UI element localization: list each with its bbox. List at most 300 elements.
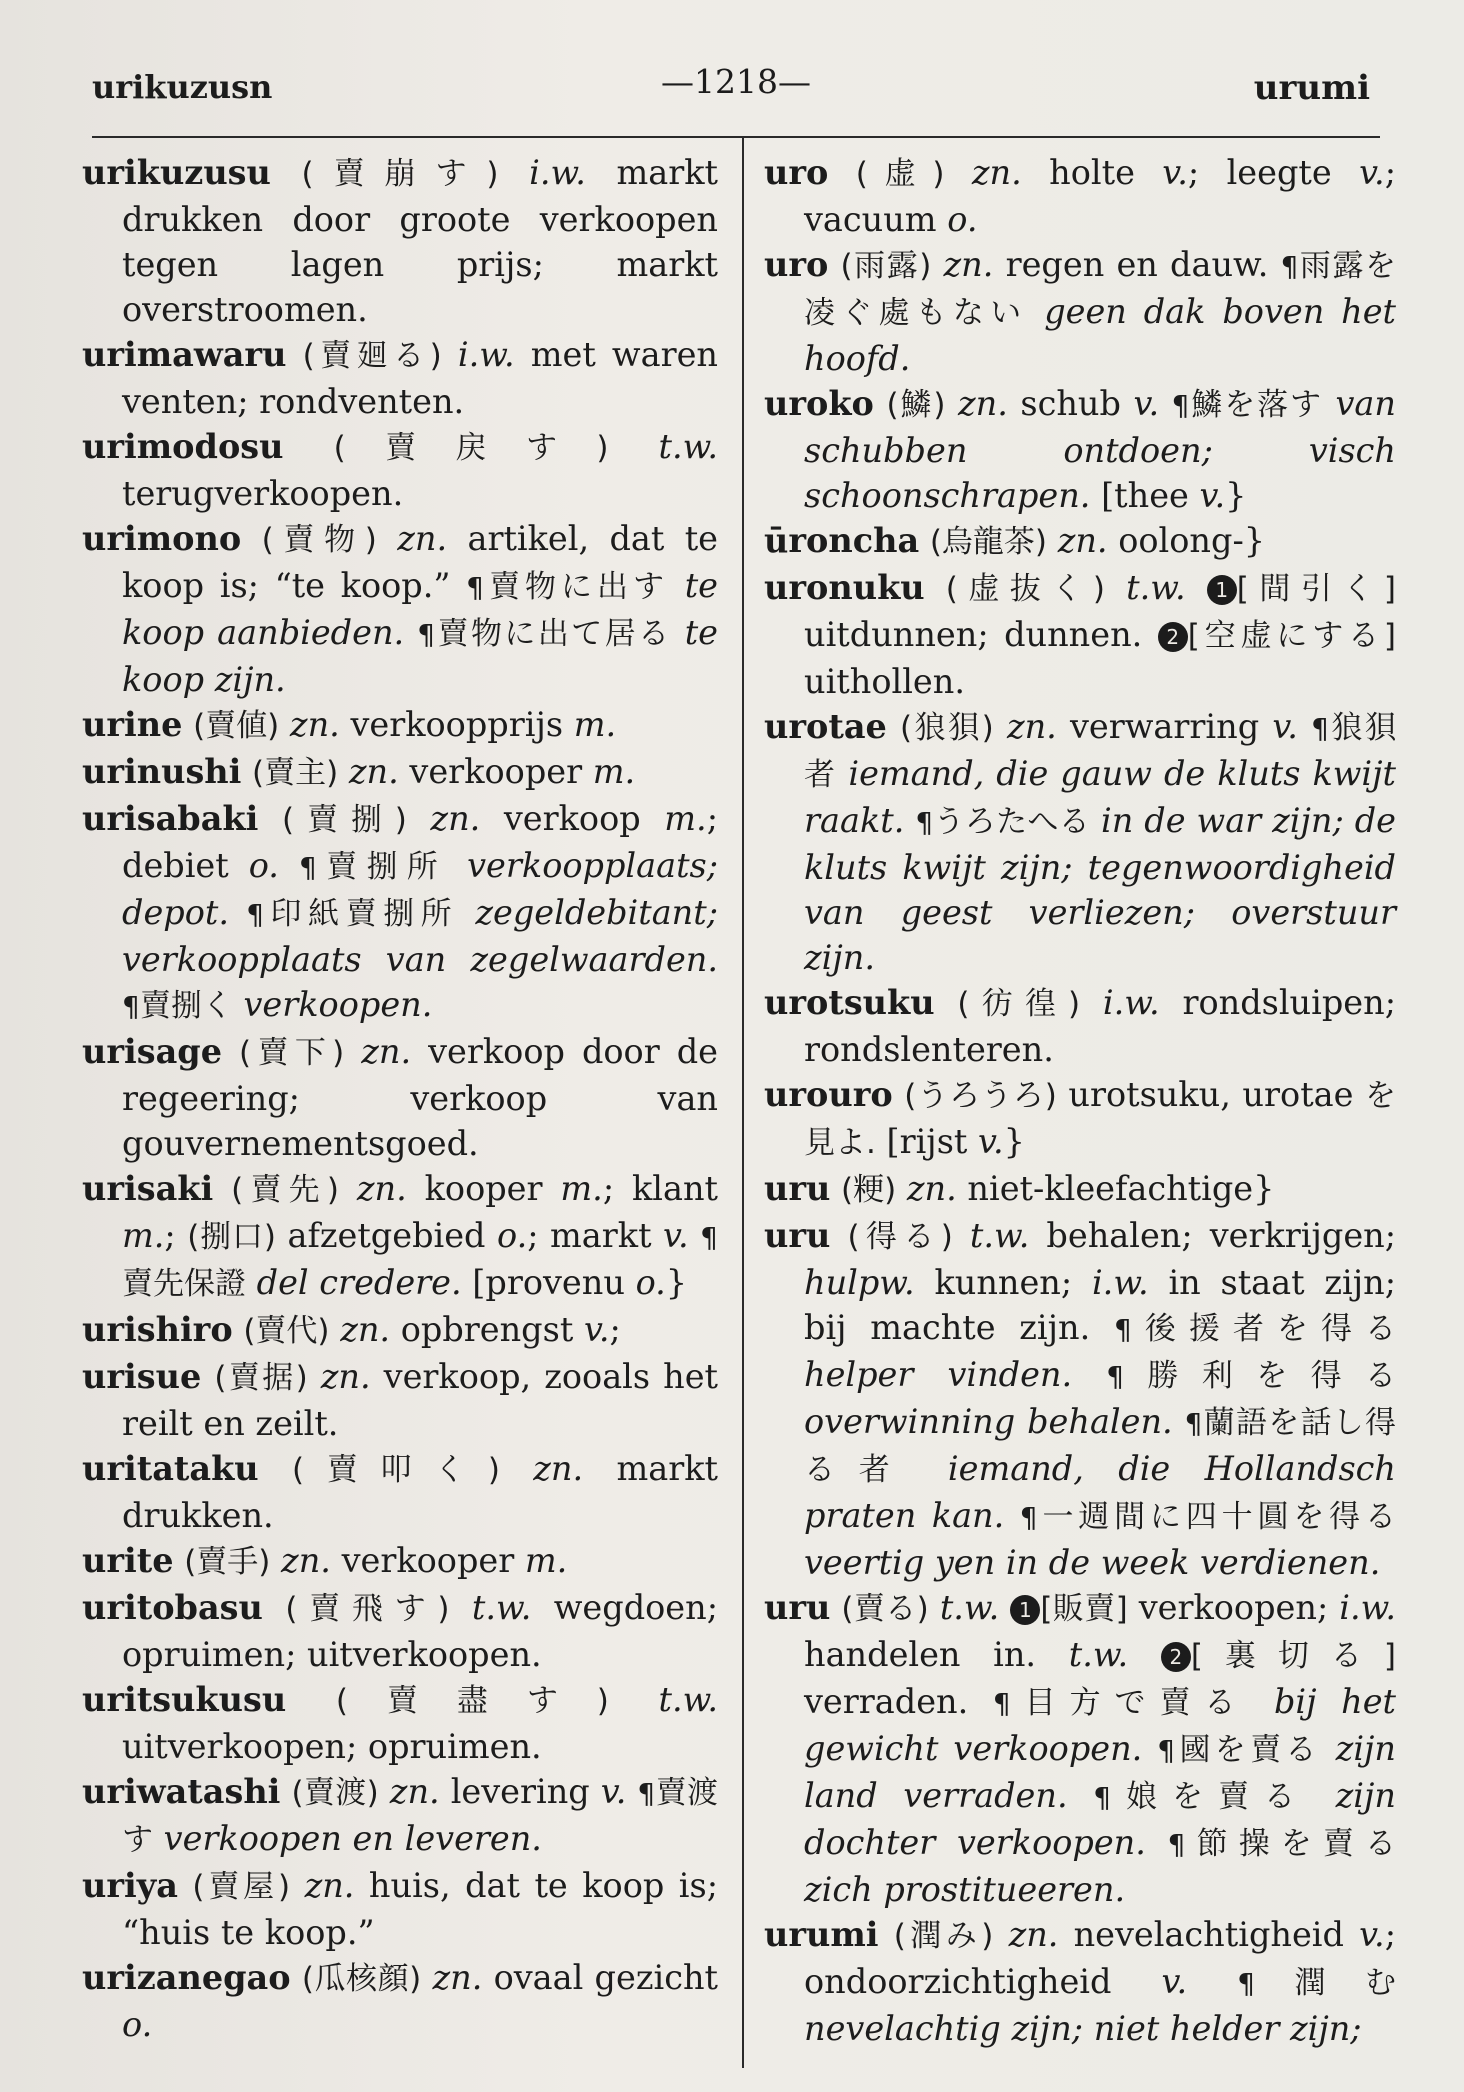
dictionary-entry <box>82 150 718 332</box>
example-translation: verkoopen en leveren. <box>163 1819 542 1858</box>
dictionary-entry <box>82 1677 718 1769</box>
headword: urotae <box>764 707 887 746</box>
grammar-abbrev: zn. <box>361 1032 412 1071</box>
definition-text <box>1298 707 1311 746</box>
definition-text: ; klant <box>602 1169 718 1208</box>
kanji-text: (粳) <box>841 1172 897 1208</box>
headword: uronuku <box>764 568 925 607</box>
grammar-abbrev: hulpw. <box>804 1263 915 1302</box>
grammar-abbrev: zn. <box>389 1772 440 1811</box>
example-translation: helper vinden. <box>804 1355 1073 1394</box>
dictionary-entry <box>764 242 1396 381</box>
kanji-text: 蘭語を話し得る者 <box>804 1405 1397 1488</box>
kanji-text: (虚) <box>855 156 945 192</box>
definition-text <box>1249 1682 1274 1721</box>
definition-text <box>153 1819 164 1858</box>
kanji-text: (賣廻る) <box>302 338 442 374</box>
definition-text <box>1173 1402 1185 1441</box>
grammar-abbrev: zn. <box>943 245 994 284</box>
pilcrow-mark: ¶ <box>637 1777 656 1810</box>
header-left-guide-word: urikuzusn <box>92 68 273 106</box>
kanji-text: [間引く] <box>1236 571 1396 607</box>
pilcrow-mark: ¶ <box>1113 1313 1132 1346</box>
kanji-text: (賣捌) <box>281 802 407 838</box>
grammar-abbrev: v. <box>1161 1962 1188 2001</box>
kanji-text: (賣値) <box>193 708 280 744</box>
kanji-text: (得る) <box>847 1219 953 1255</box>
dictionary-entry <box>82 1863 718 1955</box>
example-translation: te koop aanbieden. <box>122 566 718 652</box>
kanji-text: (賣下) <box>239 1035 345 1071</box>
page-number: —1218— <box>661 62 811 101</box>
pilcrow-mark: ¶ <box>1167 1828 1186 1861</box>
kanji-text: を見よ. <box>804 1078 1396 1161</box>
definition-text: wegdoen; opruimen; uitverkoopen. <box>122 1588 718 1674</box>
definition-text <box>672 613 685 652</box>
grammar-abbrev: t.w. <box>1068 1635 1129 1674</box>
definition-text <box>914 1449 948 1488</box>
definition-text <box>330 1310 341 1349</box>
definition-text: } <box>665 1263 688 1302</box>
definition-text <box>879 1915 894 1954</box>
headword: urimodosu <box>82 427 284 466</box>
headword: uru <box>764 1216 831 1255</box>
kanji-text: 賣渡す <box>122 1775 718 1858</box>
example-translation: bij het gewicht verkoopen. <box>804 1682 1396 1768</box>
grammar-abbrev: zn. <box>971 153 1022 192</box>
headword: urumi <box>764 1915 879 1954</box>
definition-text <box>1321 1729 1336 1768</box>
definition-text <box>1027 292 1044 331</box>
sense-number: 2 <box>1161 1642 1191 1672</box>
definition-text <box>929 1588 940 1627</box>
definition-text <box>339 1169 357 1208</box>
example-translation: zijn land verraden. <box>804 1729 1396 1815</box>
grammar-abbrev: v. <box>600 1772 627 1811</box>
grammar-abbrev: v. <box>1359 153 1385 192</box>
definition-text <box>241 752 252 791</box>
headword: uru <box>764 1588 831 1627</box>
definition-text <box>931 245 943 284</box>
definition-text: handelen in. <box>804 1635 1069 1674</box>
grammar-abbrev: m. <box>592 752 636 791</box>
example-translation: iemand, die gauw de kluts kwijt raakt. <box>804 754 1396 840</box>
grammar-abbrev: v. <box>663 1216 689 1255</box>
pilcrow-mark: ¶ <box>1157 1734 1176 1767</box>
definition-text <box>290 1866 304 1905</box>
kanji-text: 後援者を得る <box>1131 1311 1396 1347</box>
definition-text <box>1323 384 1336 423</box>
kanji-text: (賣代) <box>243 1313 330 1349</box>
dictionary-entry <box>764 704 1396 980</box>
example-translation: van schubben ontdoen; visch schoonschrapen. <box>804 384 1396 515</box>
definition-text <box>935 983 958 1022</box>
headword: urikuzusu <box>82 153 271 192</box>
dictionary-entry <box>82 1769 718 1863</box>
definition-text: nevelachtigheid <box>1058 1915 1360 1954</box>
kanji-text: 勝利を得る <box>1124 1358 1396 1394</box>
headword: urinushi <box>82 752 242 791</box>
definition-text: met waren venten; rondventen. <box>122 335 718 421</box>
left-column <box>82 150 718 2047</box>
definition-text <box>182 705 193 744</box>
pilcrow-mark: ¶ <box>1184 1407 1203 1440</box>
definition-text <box>421 1958 432 1997</box>
kanji-text: (狼狽) <box>900 710 994 746</box>
dictionary-entry <box>764 150 1396 242</box>
dictionary-entry <box>82 796 718 1029</box>
dictionary-entry <box>82 332 718 424</box>
kanji-text: (賣主) <box>252 755 339 791</box>
pilcrow-mark: ¶ <box>122 990 140 1023</box>
kanji-text: [販賣] <box>1040 1591 1128 1627</box>
kanji-text: 國を賣る <box>1175 1732 1321 1768</box>
definition-text <box>1080 983 1103 1022</box>
definition-text <box>689 1216 701 1255</box>
right-column <box>764 150 1396 2051</box>
header-right-guide-word: urumi <box>1253 68 1370 108</box>
definition-text <box>229 893 246 932</box>
definition-text <box>213 1169 231 1208</box>
definition-text <box>258 799 282 838</box>
kanji-text: 賣捌く <box>139 988 233 1024</box>
definition-text <box>919 521 930 560</box>
dictionary-entry <box>764 1213 1396 1585</box>
definition-text <box>1072 1355 1106 1394</box>
dictionary-entry <box>82 749 718 796</box>
pilcrow-mark: ¶ <box>1106 1360 1125 1393</box>
kanji-text: (捌口) <box>187 1219 276 1255</box>
headword: urimono <box>82 519 242 558</box>
definition-text <box>286 335 302 374</box>
example-translation: zich prostitueeren. <box>804 1870 1126 1909</box>
kanji-text: (賣先) <box>231 1172 339 1208</box>
definition-text: ; leegte <box>1187 153 1360 192</box>
grammar-abbrev: i.w. <box>1091 1263 1149 1302</box>
definition-text <box>284 427 334 466</box>
pilcrow-mark: ¶ <box>1171 389 1190 422</box>
definition-text <box>874 384 887 423</box>
kanji-text: (雨露) <box>840 248 932 284</box>
example-translation: zijn dochter verkoopen. <box>804 1776 1396 1862</box>
definition-text <box>830 1169 841 1208</box>
grammar-abbrev: v. <box>1133 384 1160 423</box>
dictionary-entry <box>82 424 718 516</box>
headword: urimawaru <box>82 335 287 374</box>
definition-text <box>271 153 302 192</box>
kanji-text: 狼狽者 <box>804 710 1396 793</box>
definition-text <box>669 566 685 605</box>
dictionary-entry <box>764 381 1396 518</box>
grammar-abbrev: zn. <box>957 384 1008 423</box>
headword: uru <box>764 1169 831 1208</box>
example-translation: verkoopen. <box>243 985 433 1024</box>
example-translation: overwinning behalen. <box>804 1402 1173 1441</box>
grammar-abbrev: zn. <box>533 1449 584 1488</box>
grammar-abbrev: m. <box>122 1216 165 1255</box>
definition-text <box>178 1866 192 1905</box>
definition-text <box>404 613 417 652</box>
dictionary-entry <box>82 1446 718 1538</box>
sense-number: 1 <box>1207 575 1237 605</box>
definition-text <box>291 1958 302 1997</box>
grammar-abbrev: v. <box>978 1122 1004 1161</box>
definition-text <box>447 846 467 885</box>
headword: urouro <box>764 1075 893 1114</box>
definition-text: uitdunnen; dunnen. <box>804 615 1158 654</box>
pilcrow-mark: ¶ <box>417 618 436 651</box>
dictionary-entry <box>764 1912 1396 2051</box>
definition-text: ; ondoorzichtigheid <box>804 1915 1396 2001</box>
grammar-abbrev: v. <box>1359 1915 1385 1954</box>
definition-text <box>608 427 658 466</box>
pilcrow-mark: ¶ <box>466 571 484 604</box>
dictionary-entry <box>82 1955 718 2047</box>
definition-text <box>828 245 840 284</box>
dictionary-entry <box>82 1166 718 1307</box>
definition-text <box>233 985 244 1024</box>
grammar-abbrev: t.w. <box>939 1588 1000 1627</box>
definition-text <box>308 1357 321 1396</box>
definition-text <box>1142 1729 1157 1768</box>
definition-text <box>1047 521 1058 560</box>
definition-text: levering <box>439 1772 601 1811</box>
dictionary-entry <box>82 1029 718 1166</box>
definition-text <box>609 1680 659 1719</box>
headword: uriwatashi <box>82 1772 281 1811</box>
definition-text: } <box>1003 1122 1025 1161</box>
headword: urisaki <box>82 1169 214 1208</box>
definition-text: ovaal gezicht <box>482 1958 718 1997</box>
definition-text <box>893 1075 905 1114</box>
headword: urine <box>82 705 183 744</box>
definition-text: verraden. <box>804 1682 993 1721</box>
grammar-abbrev: v. <box>1272 707 1298 746</box>
kanji-text: 一週間に四十圓を得る <box>1037 1499 1396 1535</box>
page-header <box>92 62 1380 112</box>
headword: uro <box>764 245 829 284</box>
dictionary-entry <box>764 565 1396 704</box>
definition-text <box>500 1449 533 1488</box>
grammar-abbrev: o. <box>947 200 978 239</box>
definition-text: markt drukken door groote verkoopen tegen lagen prijs; markt overstroomen. <box>122 153 718 329</box>
definition-text: ; debiet <box>122 799 718 885</box>
kanji-text: (賣屋) <box>192 1869 291 1905</box>
definition-text: holte <box>1021 153 1163 192</box>
sense-number: 2 <box>1158 622 1188 652</box>
definition-text: verkooper <box>330 1541 525 1580</box>
kanji-text: 賣物に出て居る <box>435 616 672 652</box>
grammar-abbrev: zn. <box>1006 707 1057 746</box>
grammar-abbrev: zn. <box>320 1357 371 1396</box>
definition-text <box>286 1680 336 1719</box>
kanji-text: (賣据) <box>214 1360 308 1396</box>
headword: urotsuku <box>764 983 935 1022</box>
kanji-text: (賣渡) <box>291 1775 379 1811</box>
definition-text <box>449 1588 471 1627</box>
dictionary-entry <box>764 518 1396 565</box>
definition-text: [rijst <box>875 1122 978 1161</box>
definition-text: niet-kleefachtige} <box>956 1169 1275 1208</box>
definition-text <box>945 384 958 423</box>
kanji-text: (賣戻す) <box>333 430 609 466</box>
kanji-text: (烏龍茶) <box>929 524 1048 560</box>
definition-text: oolong-} <box>1107 521 1266 560</box>
definition-text <box>626 1772 637 1811</box>
pilcrow-mark: ¶ <box>1280 250 1299 283</box>
definition-text <box>379 1772 390 1811</box>
definition-text <box>338 752 349 791</box>
definition-text: schub <box>1007 384 1134 423</box>
definition-text: behalen; verkrijgen; <box>1029 1216 1397 1255</box>
definition-text <box>407 799 431 838</box>
kanji-text: (賣崩す) <box>301 156 499 192</box>
definition-text <box>263 1588 285 1627</box>
pilcrow-mark: ¶ <box>1019 1501 1038 1534</box>
grammar-abbrev: zn. <box>1008 1915 1059 1954</box>
kanji-text: 節操を賣る <box>1185 1826 1397 1862</box>
definition-text <box>377 519 397 558</box>
grammar-abbrev: v. <box>1199 476 1226 515</box>
grammar-abbrev: i.w. <box>1339 1588 1396 1627</box>
headword: uroko <box>764 384 874 423</box>
header-rule <box>92 136 1380 138</box>
kanji-text: うろたへる <box>933 804 1091 840</box>
headword: uriya <box>82 1866 178 1905</box>
kanji-text: (鱗) <box>886 387 946 423</box>
kanji-text: (賣飛す) <box>285 1591 450 1627</box>
grammar-abbrev: m. <box>524 1541 568 1580</box>
definition-text <box>830 1216 847 1255</box>
kanji-text: (虚抜く) <box>945 571 1105 607</box>
definition-text: verkooper <box>398 752 593 791</box>
grammar-abbrev: t.w. <box>658 427 718 466</box>
definition-text: [provenu <box>461 1263 636 1302</box>
dictionary-entry <box>82 1538 718 1585</box>
definition-text: kunnen; <box>914 1263 1092 1302</box>
definition-text <box>1146 1823 1168 1862</box>
definition-text <box>828 153 855 192</box>
definition-text: verkoop <box>480 799 665 838</box>
definition-text: rondsluipen; rondslenteren. <box>804 983 1396 1069</box>
definition-text: ; vacuum <box>804 153 1396 239</box>
dictionary-entry <box>82 1585 718 1677</box>
grammar-abbrev: v. <box>583 1310 610 1349</box>
grammar-abbrev: zn. <box>906 1169 957 1208</box>
headword: ūroncha <box>764 521 920 560</box>
grammar-abbrev: t.w. <box>969 1216 1030 1255</box>
kanji-text: (賣物) <box>261 522 377 558</box>
definition-text <box>241 519 261 558</box>
kanji-text: (賣盡す) <box>335 1683 609 1719</box>
kanji-text: (賣叩く) <box>292 1452 500 1488</box>
kanji-text: 賣物に出す <box>484 569 670 605</box>
definition-text <box>830 1588 841 1627</box>
headword: uritataku <box>82 1449 259 1488</box>
pilcrow-mark: ¶ <box>298 851 317 884</box>
grammar-abbrev: zn. <box>432 1958 483 1997</box>
grammar-abbrev: v. <box>1162 153 1188 192</box>
grammar-abbrev: zn. <box>397 519 448 558</box>
grammar-abbrev: m. <box>664 799 707 838</box>
example-translation: te koop zijn. <box>122 613 718 699</box>
pilcrow-mark: ¶ <box>246 898 265 931</box>
definition-text: afzetgebied <box>275 1216 497 1255</box>
grammar-abbrev: t.w. <box>658 1680 718 1719</box>
grammar-abbrev: t.w. <box>1126 568 1186 607</box>
grammar-abbrev: i.w. <box>457 335 515 374</box>
grammar-abbrev: o. <box>497 1216 528 1255</box>
definition-text <box>233 1310 244 1349</box>
definition-text <box>201 1357 214 1396</box>
headword: urishiro <box>82 1310 233 1349</box>
grammar-abbrev: zn. <box>1057 521 1108 560</box>
definition-text <box>1004 1496 1020 1535</box>
definition-text <box>246 1263 257 1302</box>
example-translation: in de war zijn; de kluts kwijt zijn; tegenwoordigheid van geest verliezen; overstuur zijn. <box>804 801 1396 977</box>
definition-text: ; <box>609 1310 621 1349</box>
example-translation: iemand, die Hollandsch praten kan. <box>804 1449 1396 1535</box>
kanji-text: (賣手) <box>184 1544 271 1580</box>
headword: uritsukusu <box>82 1680 287 1719</box>
kanji-text: (潤み) <box>893 1918 994 1954</box>
example-translation: veertig yen in de week verdienen. <box>804 1543 1381 1582</box>
definition-text: artikel, dat te koop is; “te koop.” <box>122 519 718 605</box>
kanji-text: 目方で賣る <box>1010 1685 1250 1721</box>
definition-text <box>925 568 946 607</box>
definition-text <box>1186 568 1207 607</box>
definition-text <box>944 153 971 192</box>
example-translation: geen dak boven het hoofd. <box>804 292 1396 378</box>
grammar-abbrev: t.w. <box>471 1588 532 1627</box>
kanji-text: [裏切る] <box>1190 1638 1396 1674</box>
grammar-abbrev: o. <box>122 2005 153 2044</box>
definition-text <box>904 801 915 840</box>
definition-text <box>1090 801 1101 840</box>
grammar-abbrev: o. <box>248 846 279 885</box>
definition-text <box>259 1449 292 1488</box>
kanji-text: (うろうろ) <box>904 1078 1057 1114</box>
kanji-text: (瓜核顔) <box>301 1961 422 1997</box>
headword: urisue <box>82 1357 202 1396</box>
definition-text <box>1068 1776 1094 1815</box>
kanji-text: 賣捌所 <box>316 849 448 885</box>
pilcrow-mark: ¶ <box>700 1221 718 1254</box>
example-translation: zegeldebitant; verkoopplaats van zegelwaarden. <box>122 893 719 979</box>
definition-text: [thee <box>1090 476 1200 515</box>
definition-text <box>836 754 848 793</box>
grammar-abbrev: zn. <box>348 752 399 791</box>
definition-text: ; markt <box>527 1216 664 1255</box>
definition-text <box>1187 1962 1237 2001</box>
definition-text <box>1128 1635 1161 1674</box>
definition-text: verkoopprijs <box>339 705 574 744</box>
definition-text <box>896 1169 907 1208</box>
definition-text <box>994 707 1007 746</box>
dictionary-entry <box>82 516 718 702</box>
pilcrow-mark: ¶ <box>1311 712 1329 745</box>
definition-text: kooper <box>406 1169 561 1208</box>
grammar-abbrev: zn. <box>289 705 340 744</box>
definition-text: ; <box>164 1216 188 1255</box>
definition-text <box>279 705 290 744</box>
headword: urite <box>82 1541 174 1580</box>
grammar-abbrev: zn. <box>430 799 481 838</box>
definition-text: opbrengst <box>390 1310 584 1349</box>
definition-text <box>499 153 530 192</box>
headword: urizanegao <box>82 1958 291 1997</box>
kanji-text: 潤む <box>1255 1965 1396 2001</box>
